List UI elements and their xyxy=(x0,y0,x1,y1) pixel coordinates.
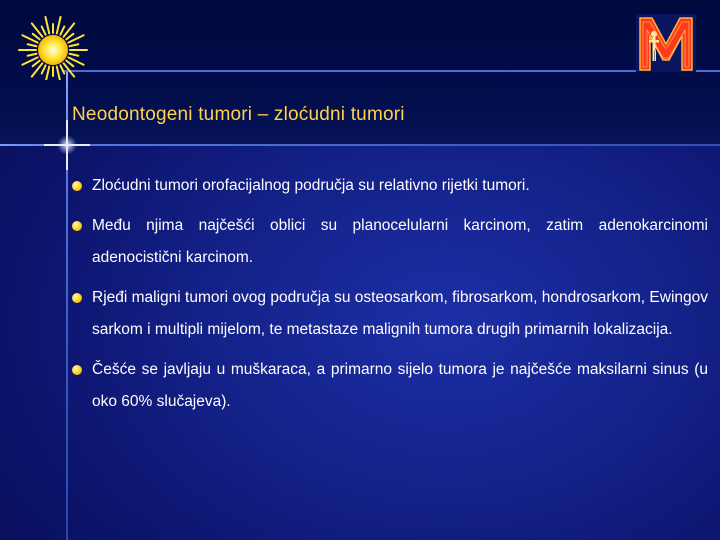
sun-ray xyxy=(33,61,40,67)
bullet-text: Zloćudni tumori orofacijalnog područja su relativno rijetki tumori. xyxy=(92,177,530,194)
sun-icon xyxy=(8,10,98,80)
sun-ray xyxy=(45,17,49,34)
sun-ray xyxy=(28,44,37,46)
title-underline xyxy=(0,144,720,146)
sun-ray xyxy=(57,17,61,34)
sun-ray xyxy=(28,54,37,56)
bullet-dot-icon xyxy=(72,365,82,375)
sun-ray xyxy=(60,27,64,35)
sun-ray xyxy=(60,65,64,73)
sun-ray xyxy=(42,27,46,35)
cross-vertical xyxy=(66,120,68,170)
bullet-item xyxy=(72,210,708,274)
bullet-item xyxy=(72,282,708,346)
sun-ray xyxy=(70,44,79,46)
bullet-dot-icon xyxy=(72,293,82,303)
m-logo-icon xyxy=(636,14,696,72)
bullet-item xyxy=(72,354,708,418)
bullet-text: Češće se javljaju u muškaraca, a primarno sijelo tumora je najčešće maksilarni sinus (u oko 60% slučajeva). xyxy=(92,361,708,410)
header-rule xyxy=(62,70,720,72)
sun-ray xyxy=(66,61,73,67)
slide-title: Neodontogeni tumori – zloćudni tumori xyxy=(72,104,405,125)
bullet-dot-icon xyxy=(72,181,82,191)
sun-ray xyxy=(42,65,46,73)
sun-ray xyxy=(66,34,73,40)
sun-ray xyxy=(57,67,61,80)
sun-ray xyxy=(45,67,49,80)
bullet-list xyxy=(72,170,708,426)
bullet-text: Među njima najčešći oblici su planocelularni karcinom, zatim adenokarcinomi adenocistični karcinom. xyxy=(92,217,708,266)
bullet-dot-icon xyxy=(72,221,82,231)
sun-ray xyxy=(70,54,79,56)
bullet-item xyxy=(72,170,708,202)
sun-ray xyxy=(33,34,40,40)
bullet-text: Rjeđi maligni tumori ovog područja su osteosarkom, fibrosarkom, hondrosarkom, Ewingov sarkom i multipli mijelom, te metastaze malignih tumora drugih primarnih lokalizacija. xyxy=(92,289,708,338)
